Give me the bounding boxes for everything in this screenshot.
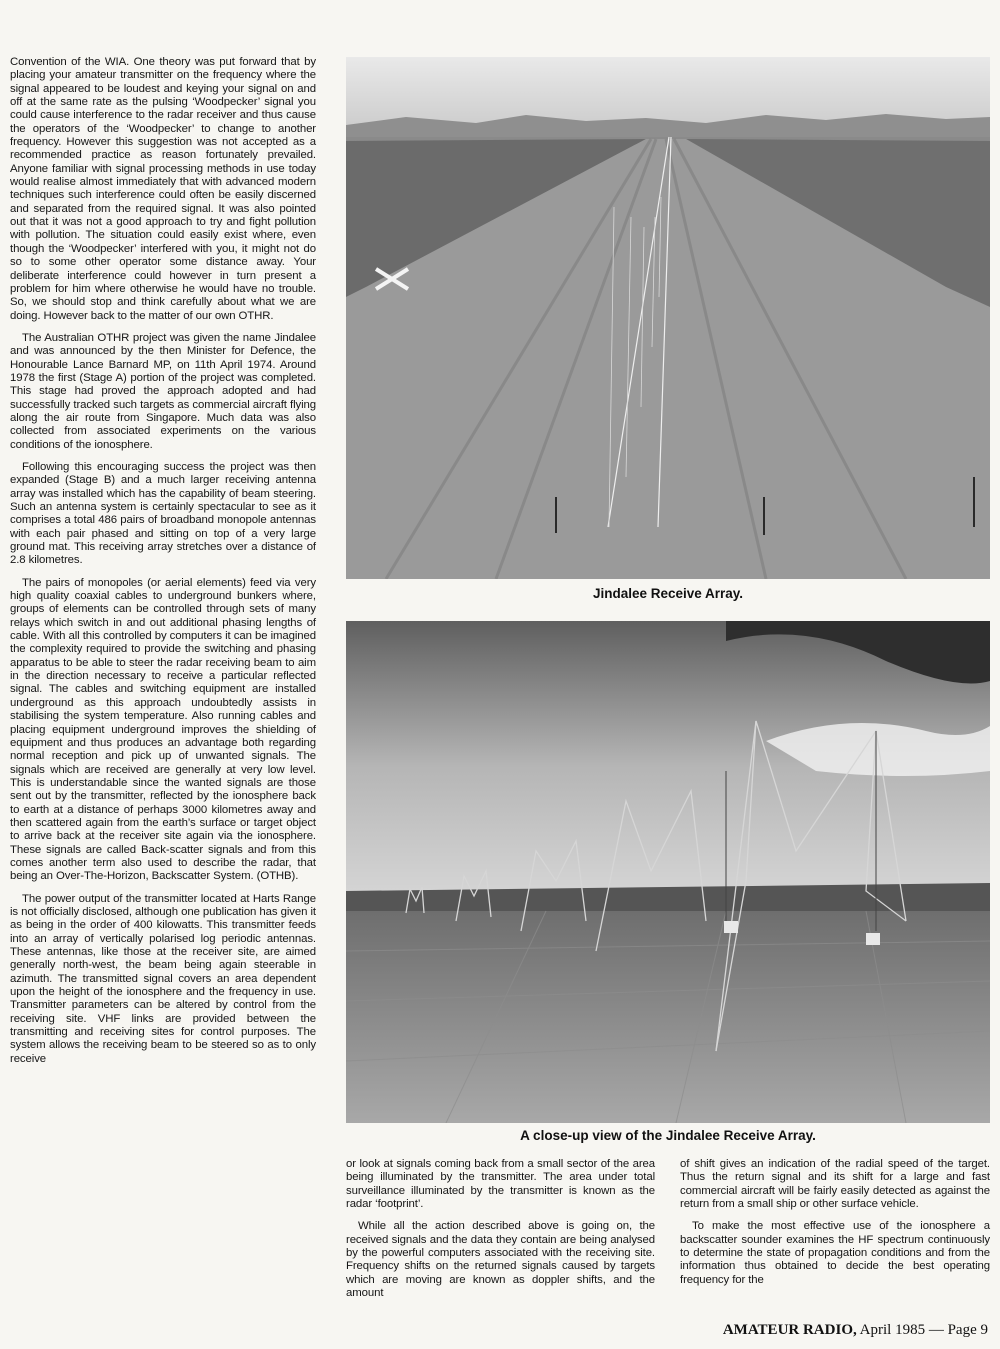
middle-text-column — [346, 1158, 655, 1309]
paragraph: Following this encouraging success the project was then expanded (Stage B) and a much larger receiving antenna array was installed which has the capability of beam steering. Such an antenna system is certainly spectacular to see as it comprises a total 486 pairs of broadband monopole antennas with each pair phased and sitting on top of a very large ground mat. This receiving array stretches over a distance of 2.8 kilometres. — [10, 460, 316, 567]
paragraph: The power output of the transmitter located at Harts Range is not officially disclosed, although one publication has given it as being in the order of 400 kilowatts. This transmitter feeds into an array of vertically polarised log periodic antennas. These antennas, like those at the receiver site, are aimed generally north-west, the beam being again steerable in azimuth. The transmitted signal covers an area dependent upon the height of the ionosphere and the frequency in use. Transmitter parameters can be altered by control from the receiving site. VHF links are provided between the transmitting and receiving sites for control purposes. The system allows the receiving beam to be steered so as to only receive — [10, 892, 316, 1065]
issue-page-number: April 1985 — Page 9 — [859, 1322, 988, 1338]
paragraph: While all the action described above is going on, the received signals and the data they contain are being analysed by the powerful computers associated with the receiving site. Frequency shifts on the returned signals caused by targets which are moving are known as doppler shifts, and the amount — [346, 1220, 655, 1300]
right-text-column — [680, 1158, 990, 1296]
jindalee-closeup-photo — [346, 621, 990, 1123]
paragraph: The Australian OTHR project was given the name Jindalee and was announced by the then Minister for Defence, the Honourable Lance Barnard MP, on 11th April 1974. Around 1978 the first (Stage A) portion of the project was completed. This stage had proved the approach adopted and had successfully tracked such targets as commercial aircraft flying along the air route from Singapore. Much data was also collected from associated experiments on the various conditions of the ionosphere. — [10, 331, 316, 451]
left-text-column — [10, 56, 316, 1075]
jindalee-array-photo — [346, 57, 990, 579]
paragraph: To make the most effective use of the ionosphere a backscatter sounder examines the HF spectrum continuously to determine the state of propagation conditions and from the information thus obtained to decide the best operating frequency for the — [680, 1220, 990, 1286]
paragraph: of shift gives an indication of the radial speed of the target. Thus the return signal and its shift for a large and fast commercial aircraft will be fairly easily detected as against the return from a small ship or other surface vehicle. — [680, 1158, 990, 1211]
paragraph: The pairs of monopoles (or aerial elements) feed via very high quality coaxial cables to underground bunkers where, groups of elements can be controlled through sets of many relays which switch in and out additional phasing lengths of cable. With all this controlled by computers it can be imagined the complexity required to provide the switching and phasing apparatus to be able to steer the radar receiving beam to aim in the direction necessary to receive a particular reflected signal. The cables and switching equipment are installed underground as this approach undoubtedly assists in stabilising the system temperature. Also running cables and placing equipment underground improves the shielding of equipment and thus produces an advantage both regarding normal reception and pick up of unwanted signals. The signals which are received are generally at very low level. This is understandable since the wanted signals are those sent out by the transmitter, reflected by the ionosphere back to earth at a distance of perhaps 3000 kilometres away and then scattered again from the earth’s surface or target object to arrive back at the receiver site again via the ionosphere. These signals are called Back-scatter signals and from this comes another term also used to describe the radar, that being an Over-The-Horizon, Backscatter System. (OTHB). — [10, 576, 316, 883]
top-photo-caption: Jindalee Receive Array. — [592, 586, 744, 601]
bottom-photo-caption: A close-up view of the Jindalee Receive Array. — [520, 1128, 816, 1143]
magazine-name: AMATEUR RADIO, — [722, 1322, 857, 1338]
paragraph: or look at signals coming back from a small sector of the area being illuminated by the transmitter. The area under total surveillance illuminated by the transmitter is known as the radar ‘footprint’. — [346, 1158, 655, 1211]
paragraph: Convention of the WIA. One theory was put forward that by placing your amateur transmitter on the frequency where the signal appeared to be loudest and keying your signal on and off at the same rate as the pulsing ‘Woodpecker’ signal you could cause interference to the radar receiver and thus cause the operators of the ‘Woodpecker’ to change to another frequency. However this suggestion was not accepted as a recommended practice as reason fortunately prevailed. Anyone familiar with signal processing methods in use today would realise almost immediately that with advanced modern techniques such interference could often be easily discerned and separated from the required signal. It was also pointed out that it was not a good approach to try and fight pollution with pollution. The situation could easily exist where, even though the ‘Woodpecker’ interfered with you, it might not do so to some other operator some distance away. Your deliberate interference could however in turn present a problem for him where otherwise he would have no trouble. So, we should stop and think carefully about what we are doing. However back to the matter of our own OTHR. — [10, 56, 316, 322]
page-footer — [723, 1322, 988, 1339]
